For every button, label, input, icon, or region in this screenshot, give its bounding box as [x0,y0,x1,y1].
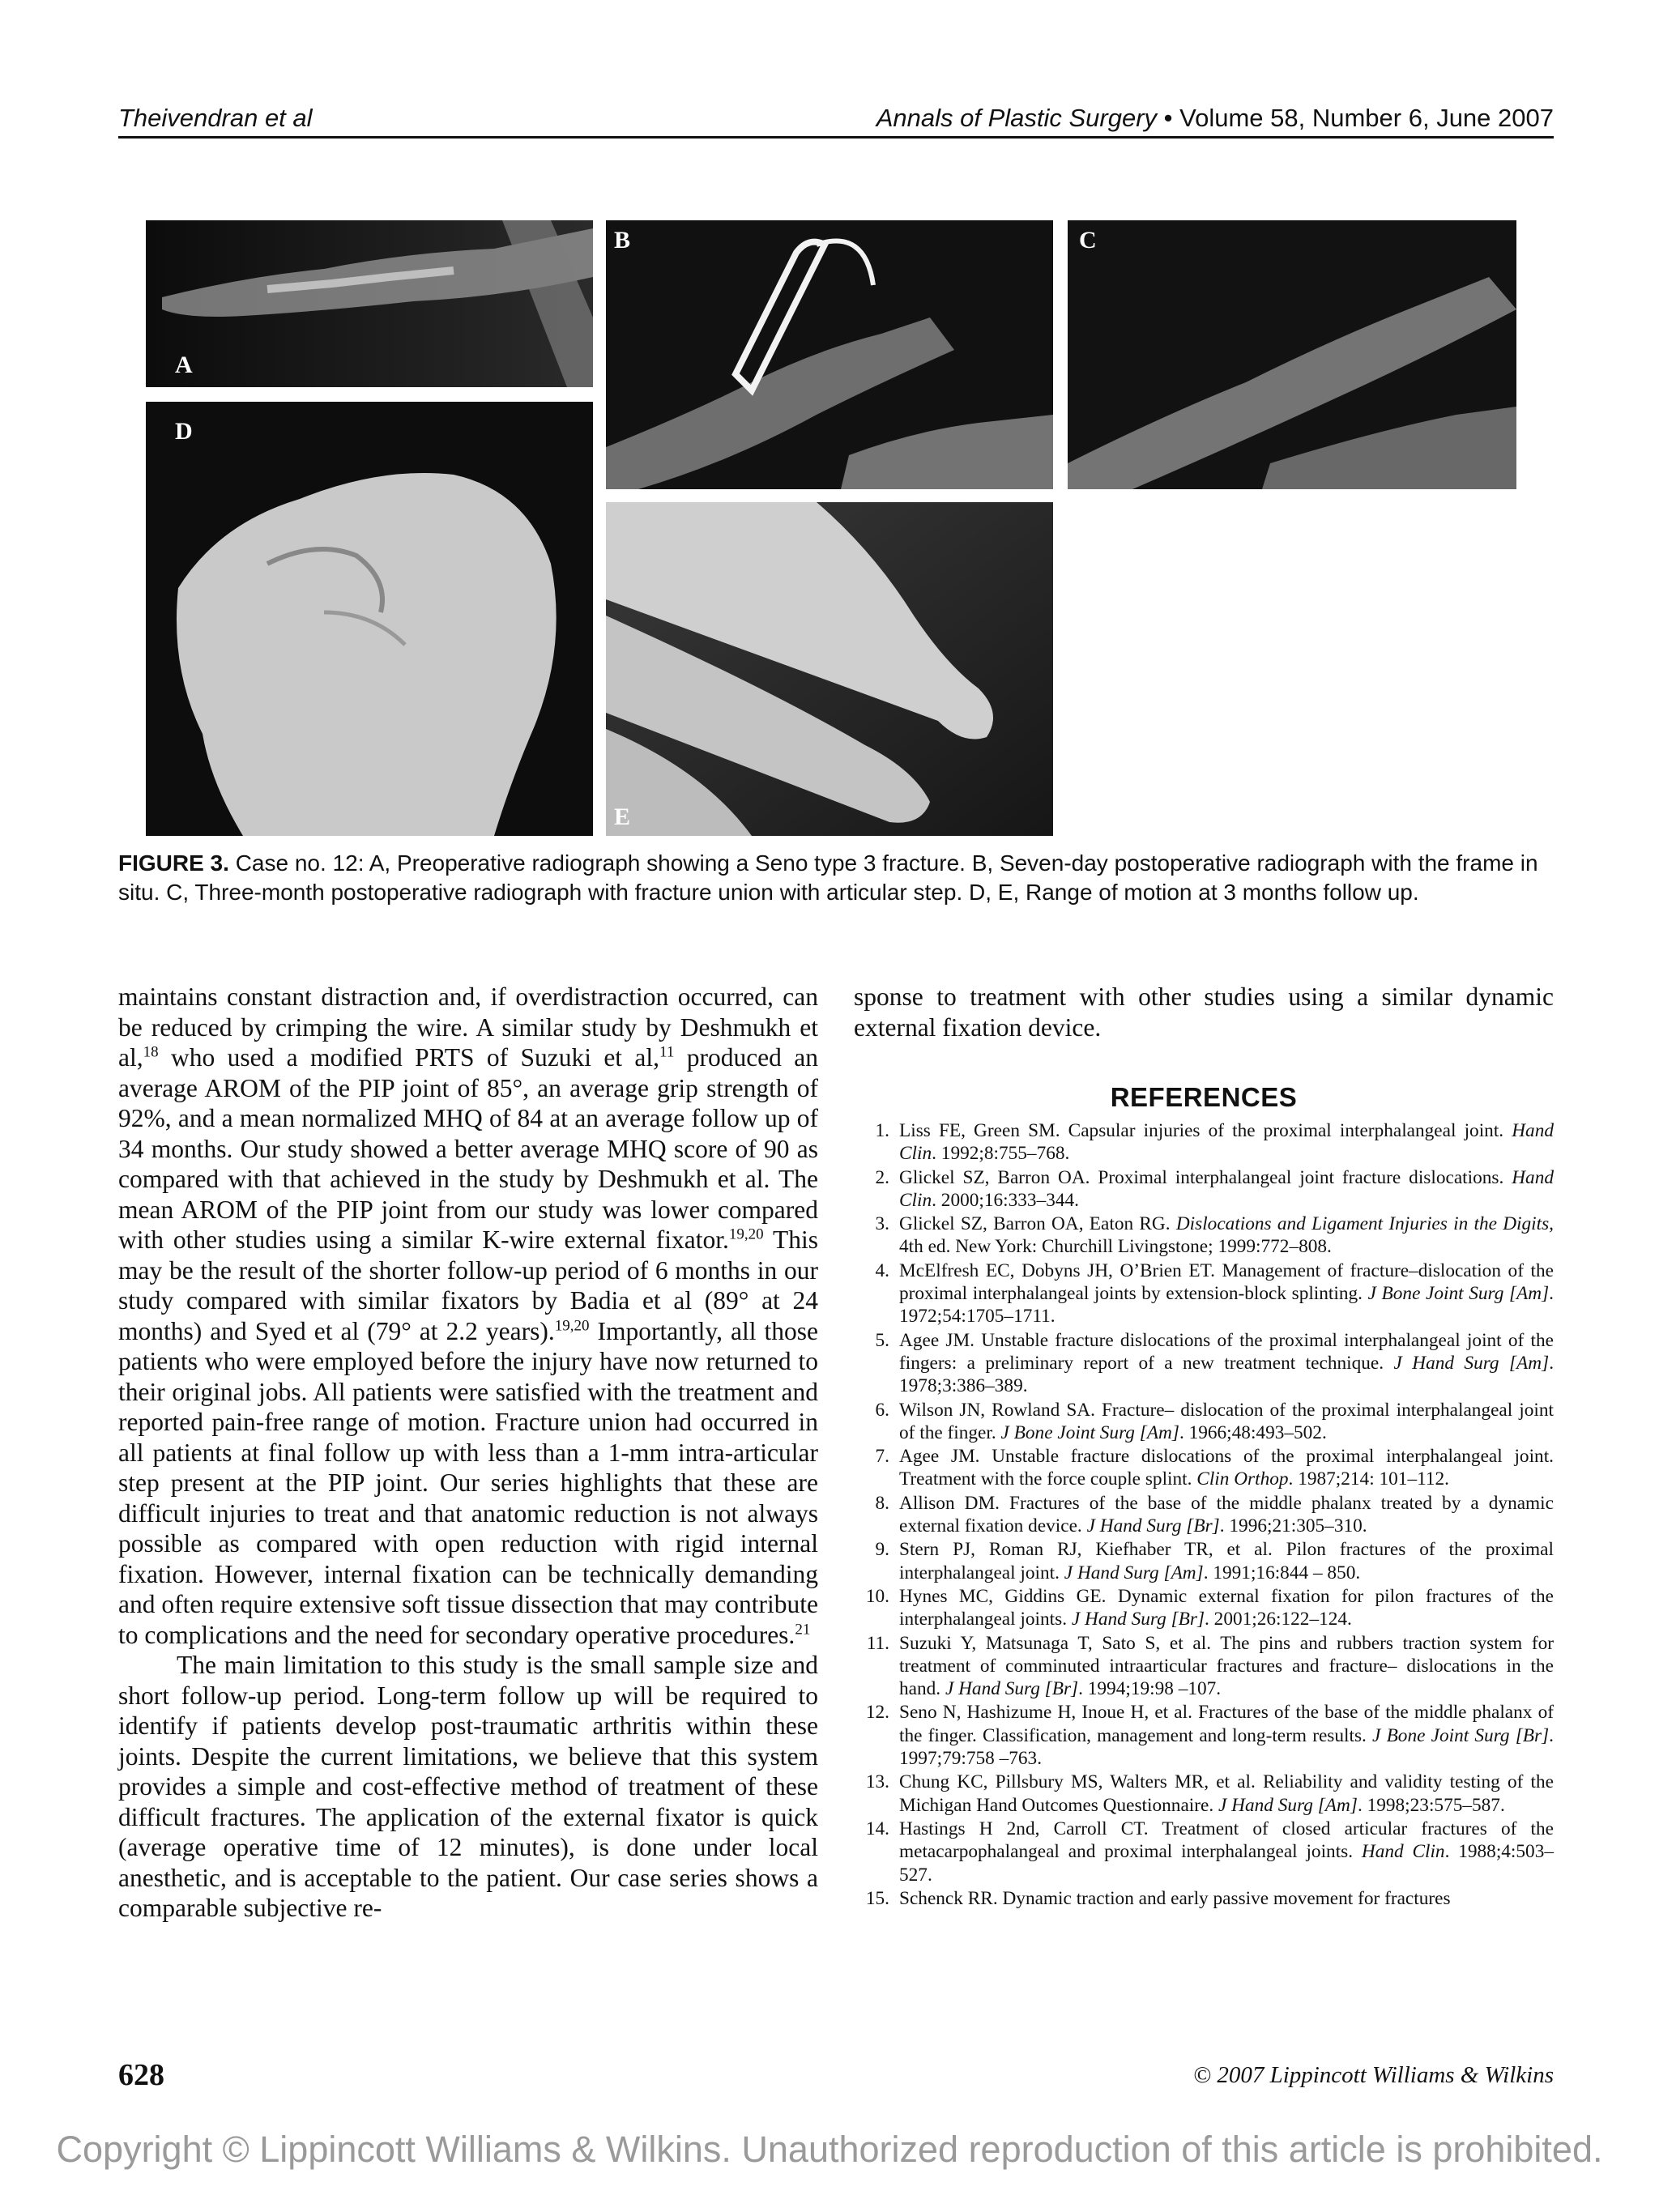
references-list [854,1119,1554,1911]
panel-label-d: D [175,418,193,445]
reference-text: Allison DM. Fractures of the base of the middle phalanx treated by a dynamic external fixation device. [899,1492,1554,1537]
reference-item [854,1585,1554,1631]
reference-number: 8. [875,1492,889,1514]
reference-citation: . 1998;23:575–587. [1357,1794,1505,1816]
reference-item [854,1445,1554,1491]
reference-number: 9. [875,1539,889,1561]
reference-number: 3. [875,1213,889,1235]
figure-panel-e-photo [606,502,1053,836]
reference-citation: 4th ed. New York: Churchill Livingstone; 1999:772–808. [899,1236,1332,1258]
reference-source: J Hand Surg [Br] [1071,1609,1205,1630]
header-rule [118,136,1554,139]
panel-label-c: C [1079,227,1097,254]
reference-citation: . 2000;16:333–344. [932,1189,1079,1211]
reference-source: J Hand Surg [Br] [1086,1515,1220,1537]
reference-number: 11. [866,1632,889,1654]
reference-number: 10. [865,1585,889,1607]
figure-panel-a-radiograph [146,220,593,387]
reference-source: J Bone Joint Surg [Am] [1367,1283,1550,1305]
reference-source: J Hand Surg [Br] [945,1678,1079,1700]
reference-number: 14. [865,1818,889,1839]
reference-item [854,1259,1554,1328]
reference-source: Hand Clin [899,1166,1554,1211]
reference-number: 15. [865,1887,889,1909]
reference-source: J Hand Surg [Am] [1393,1352,1550,1374]
reference-text: Schenck RR. Dynamic traction and early passive movement for fractures [899,1887,1451,1909]
reference-text: Chung KC, Pillsbury MS, Walters MR, et al. Reliability and validity testing of the Michigan Hand Outcomes Questionnaire. [899,1771,1554,1816]
reference-item [854,1887,1554,1910]
reference-number: 12. [865,1702,889,1724]
reference-item [854,1166,1554,1213]
figure-caption [118,849,1554,907]
panel-label-a: A [175,352,193,378]
reference-text: Agee JM. Unstable fracture dislocations of the proximal interphalangeal joint. Treatment with the force couple splint. [899,1446,1554,1490]
header-bullet: • [1163,104,1173,132]
body-text: produced an average AROM of the PIP joint of 85°, an average grip strength of 92%, and a mean normalized MHQ of 84 at an average follow up of 34 months. Our study showed a better average MHQ score of 90 as compared with that achieved in the study by Deshmukh et al. The mean AROM of the PIP joint from our study was lower compared with other studies using a similar K-wire external fixator. [118,1043,818,1254]
reference-item [854,1701,1554,1770]
reference-citation: . 1978;3:386–389. [899,1352,1555,1397]
references-heading: REFERENCES [1110,1082,1298,1112]
body-column-left [118,982,818,1924]
author-running-head: Theivendran et al [118,104,313,132]
reference-source: Hand Clin [899,1120,1554,1165]
reference-text: Hynes MC, Giddins GE. Dynamic external fixation for pilon fractures of the interphalangeal joints. [899,1585,1554,1630]
citation-superscript: 19,20 [554,1317,590,1334]
reference-item [854,1119,1554,1166]
reference-number: 1. [875,1120,889,1141]
reference-citation: . 1987;214: 101–112. [1288,1468,1450,1490]
reference-text: Liss FE, Green SM. Capsular injuries of the proximal interphalangeal joint. [899,1120,1512,1141]
reference-number: 2. [875,1166,889,1188]
figure-caption-label: FIGURE 3. [118,850,229,876]
reference-text: Suzuki Y, Matsunaga T, Sato S, et al. The pins and rubbers traction system for treatment of comminuted intraarticular fractures and fracture– dislocations in the hand. [899,1632,1554,1700]
panel-label-b: B [614,227,631,254]
citation-superscript: 18 [143,1043,159,1061]
reference-text: Seno N, Hashizume H, Inoue H, et al. Fractures of the base of the middle phalanx of the finger. Classification, management and long-term results. [899,1702,1554,1746]
citation-superscript: 11 [659,1043,675,1061]
figure-panel-c-radiograph [1068,220,1516,489]
reference-text: Glickel SZ, Barron OA, Eaton RG. [899,1213,1176,1235]
panel-label-e: E [614,803,631,830]
reference-number: 4. [875,1259,889,1281]
body-text: Importantly, all those patients who were employed before the injury have now returned to their original jobs. All patients were satisfied with the treatment and reported pain-free range of motion. Fracture union had occurred in all patients at final follow up with less than a 1-mm intra-articular step present at the PIP joint. Our series highlights that these are difficult injuries to treat and that anatomic reduction is not always possible as compared with open reduction with rigid internal fixation. However, internal fixation can be technically demanding and often require extensive soft tissue dissection that may contribute to complications and the need for secondary operative procedures. [118,1316,818,1649]
reference-source: Hand Clin [1361,1841,1445,1863]
body-paragraph: sponse to treatment with other studies using a similar dynamic external fixation device. [854,982,1554,1042]
figure-caption-text: Case no. 12: A, Preoperative radiograph showing a Seno type 3 fracture. B, Seven-day postoperative radiograph with the frame in situ. C, Three-month postoperative radiograph with fracture union with articular step. D, E, Range of motion at 3 months follow up. [118,850,1538,905]
journal-name: Annals of Plastic Surgery [876,104,1158,132]
reference-text: Hastings H 2nd, Carroll CT. Treatment of closed articular fractures of the metacarpophalangeal and proximal interphalangeal joints. [899,1818,1554,1863]
reference-item [854,1632,1554,1701]
publisher-copyright: © 2007 Lippincott Williams & Wilkins [1193,2062,1554,2088]
reference-source: J Hand Surg [Am] [1218,1794,1358,1816]
figure-panel-d-photo [146,402,593,836]
reference-item [854,1818,1554,1886]
body-paragraph [118,982,818,1650]
body-text: maintains constant distraction and, if overdistraction occurred, can be reduced by crimping the wire. A similar study by Deshmukh et al, [118,982,818,1072]
reference-text: Glickel SZ, Barron OA. Proximal interphalangeal joint fracture dislocations. [899,1166,1512,1188]
reference-source: Clin Orthop [1196,1468,1289,1490]
reference-item [854,1538,1554,1584]
reference-citation: . 1997;79:758 –763. [899,1724,1554,1770]
body-text: who used a modified PRTS of Suzuki et al, [158,1043,660,1072]
reference-citation: . 2001;26:122–124. [1205,1609,1352,1630]
page-number: 628 [118,2058,164,2092]
reference-number: 13. [865,1771,889,1793]
reference-text: Wilson JN, Rowland SA. Fracture– dislocation of the proximal interphalangeal joint of the finger. [899,1399,1554,1443]
reference-text: Agee JM. Unstable fracture dislocations of the proximal interphalangeal joint of the fingers: a preliminary report of a new treatment technique. [899,1329,1554,1374]
reference-item [854,1329,1554,1398]
reference-number: 5. [875,1329,889,1351]
body-paragraph: The main limitation to this study is the small sample size and short follow-up period. Long-term follow up will be required to identify if patients develop post-traumatic arthritis within these joints. Despite the current limitations, we believe that this system provides a simple and cost-effective method of treatment of these difficult fractures. The application of the external fixator is quick (average operative time of 12 minutes), is done under local anesthetic, and is acceptable to the patient. Our case series shows a comparable subjective re- [118,1651,818,1922]
reference-source: J Bone Joint Surg [Am] [1000,1421,1179,1443]
body-column-right [854,982,1554,1042]
reference-text: Stern PJ, Roman RJ, Kiefhaber TR, et al. Pilon fractures of the proximal interphalangeal joint. [899,1539,1554,1583]
reference-source: J Bone Joint Surg [Br] [1372,1724,1550,1746]
journal-issue: Volume 58, Number 6, June 2007 [1179,104,1554,132]
reference-citation: . 1996;21:305–310. [1219,1515,1367,1537]
reference-text: McElfresh EC, Dobyns JH, O’Brien ET. Management of fracture–dislocation of the proximal interphalangeal joints by extension-block splinting. [899,1259,1554,1305]
reference-item [854,1213,1554,1259]
figure-panel-b-radiograph [606,220,1053,489]
citation-superscript: 19,20 [728,1225,764,1243]
reference-citation: . 1966;48:493–502. [1179,1421,1327,1443]
reference-item [854,1492,1554,1538]
body-text: This may be the result of the shorter follow-up period of 6 months in our study compared with similar fixators by Badia et al (89° at 24 months) and Syed et al (79° at 2.2 years). [118,1225,819,1345]
reference-citation: . 1994;19:98 –107. [1078,1678,1222,1700]
reference-item [854,1771,1554,1817]
reference-citation: . 1992;8:755–768. [932,1143,1070,1165]
citation-superscript: 21 [795,1621,811,1638]
copyright-banner: Copyright © Lippincott Williams & Wilkins. Unauthorized reproduction of this article is prohibited. [56,2129,1603,2170]
reference-citation: . 1972;54:1705–1711. [899,1283,1554,1328]
reference-citation: . 1988;4:503–527. [899,1841,1555,1886]
reference-citation: . 1991;16:844 – 850. [1203,1562,1361,1583]
reference-number: 7. [875,1446,889,1468]
reference-item [854,1399,1554,1445]
reference-number: 6. [875,1399,889,1421]
reference-source: J Hand Surg [Am] [1064,1562,1204,1583]
journal-running-head [876,104,1554,133]
reference-source: Dislocations and Ligament Injuries in the Digits, [1175,1213,1554,1235]
